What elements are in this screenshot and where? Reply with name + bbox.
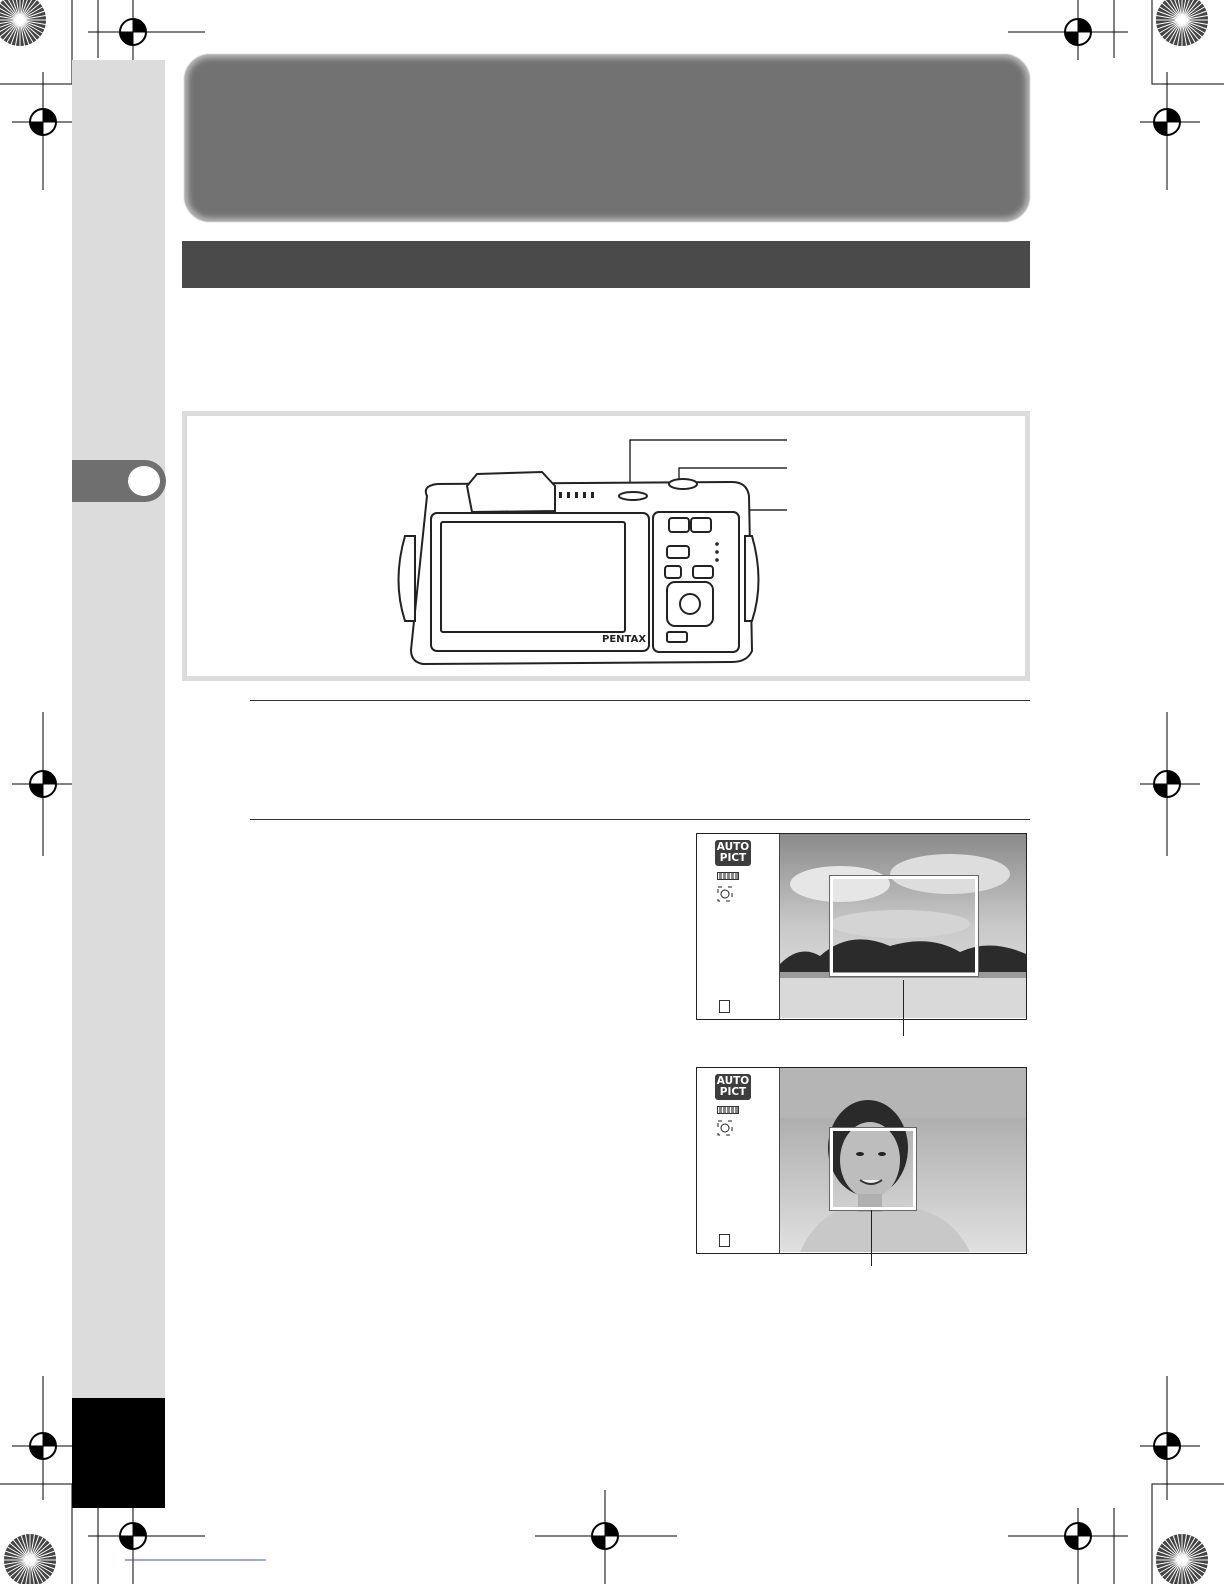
lcd-screen-portrait xyxy=(696,1067,1027,1254)
divider-line xyxy=(250,819,1030,820)
page-number-block xyxy=(72,1398,165,1508)
camera-brand-logo: PENTAX xyxy=(602,634,647,645)
lcd-screen-landscape xyxy=(696,833,1027,1020)
chapter-title-banner xyxy=(184,54,1030,222)
crosshair-registration-icon xyxy=(12,1376,72,1500)
side-margin-strip xyxy=(72,60,165,1400)
crosshair-registration-icon xyxy=(1008,1508,1128,1584)
sunburst-target-icon xyxy=(0,0,46,46)
face-detection-icon xyxy=(717,1120,733,1136)
callout-line xyxy=(903,980,904,1036)
callout-line xyxy=(871,1210,872,1266)
camera-illustration-box xyxy=(182,411,1030,681)
mode-badge-line2: PICT xyxy=(719,1086,747,1098)
sunburst-target-icon xyxy=(4,1534,56,1584)
battery-icon xyxy=(717,872,739,880)
crosshair-registration-icon xyxy=(535,1490,677,1584)
mode-badge-line2: PICT xyxy=(719,852,747,864)
auto-picture-mode-badge xyxy=(715,840,751,866)
auto-picture-mode-badge xyxy=(715,1074,751,1100)
camera-back-illustration xyxy=(187,416,1025,676)
face-detection-icon xyxy=(717,886,733,902)
mode-badge-line1: AUTO xyxy=(716,1075,750,1087)
focus-frame xyxy=(830,876,978,976)
sunburst-target-icon xyxy=(1156,1534,1208,1584)
crosshair-registration-icon xyxy=(1140,712,1200,856)
memory-card-icon xyxy=(719,1234,730,1247)
mode-badge-line1: AUTO xyxy=(716,841,750,853)
crosshair-registration-icon xyxy=(1140,1376,1200,1500)
crosshair-registration-icon xyxy=(88,1508,205,1584)
crosshair-registration-icon xyxy=(12,72,72,190)
lcd-status-panel xyxy=(697,834,780,1019)
crosshair-registration-icon xyxy=(1140,72,1200,190)
crosshair-registration-icon xyxy=(1008,0,1128,60)
memory-card-icon xyxy=(719,1000,730,1013)
portrait-photo xyxy=(780,1068,1026,1253)
chapter-number-circle xyxy=(128,466,160,496)
battery-icon xyxy=(717,1106,739,1114)
section-heading-bar xyxy=(182,241,1030,288)
face-detection-frame xyxy=(830,1128,916,1210)
sunburst-target-icon xyxy=(1156,0,1208,46)
crosshair-registration-icon xyxy=(88,0,205,60)
crosshair-registration-icon xyxy=(12,712,72,856)
divider-line xyxy=(250,700,1030,701)
lcd-status-panel xyxy=(697,1068,780,1253)
